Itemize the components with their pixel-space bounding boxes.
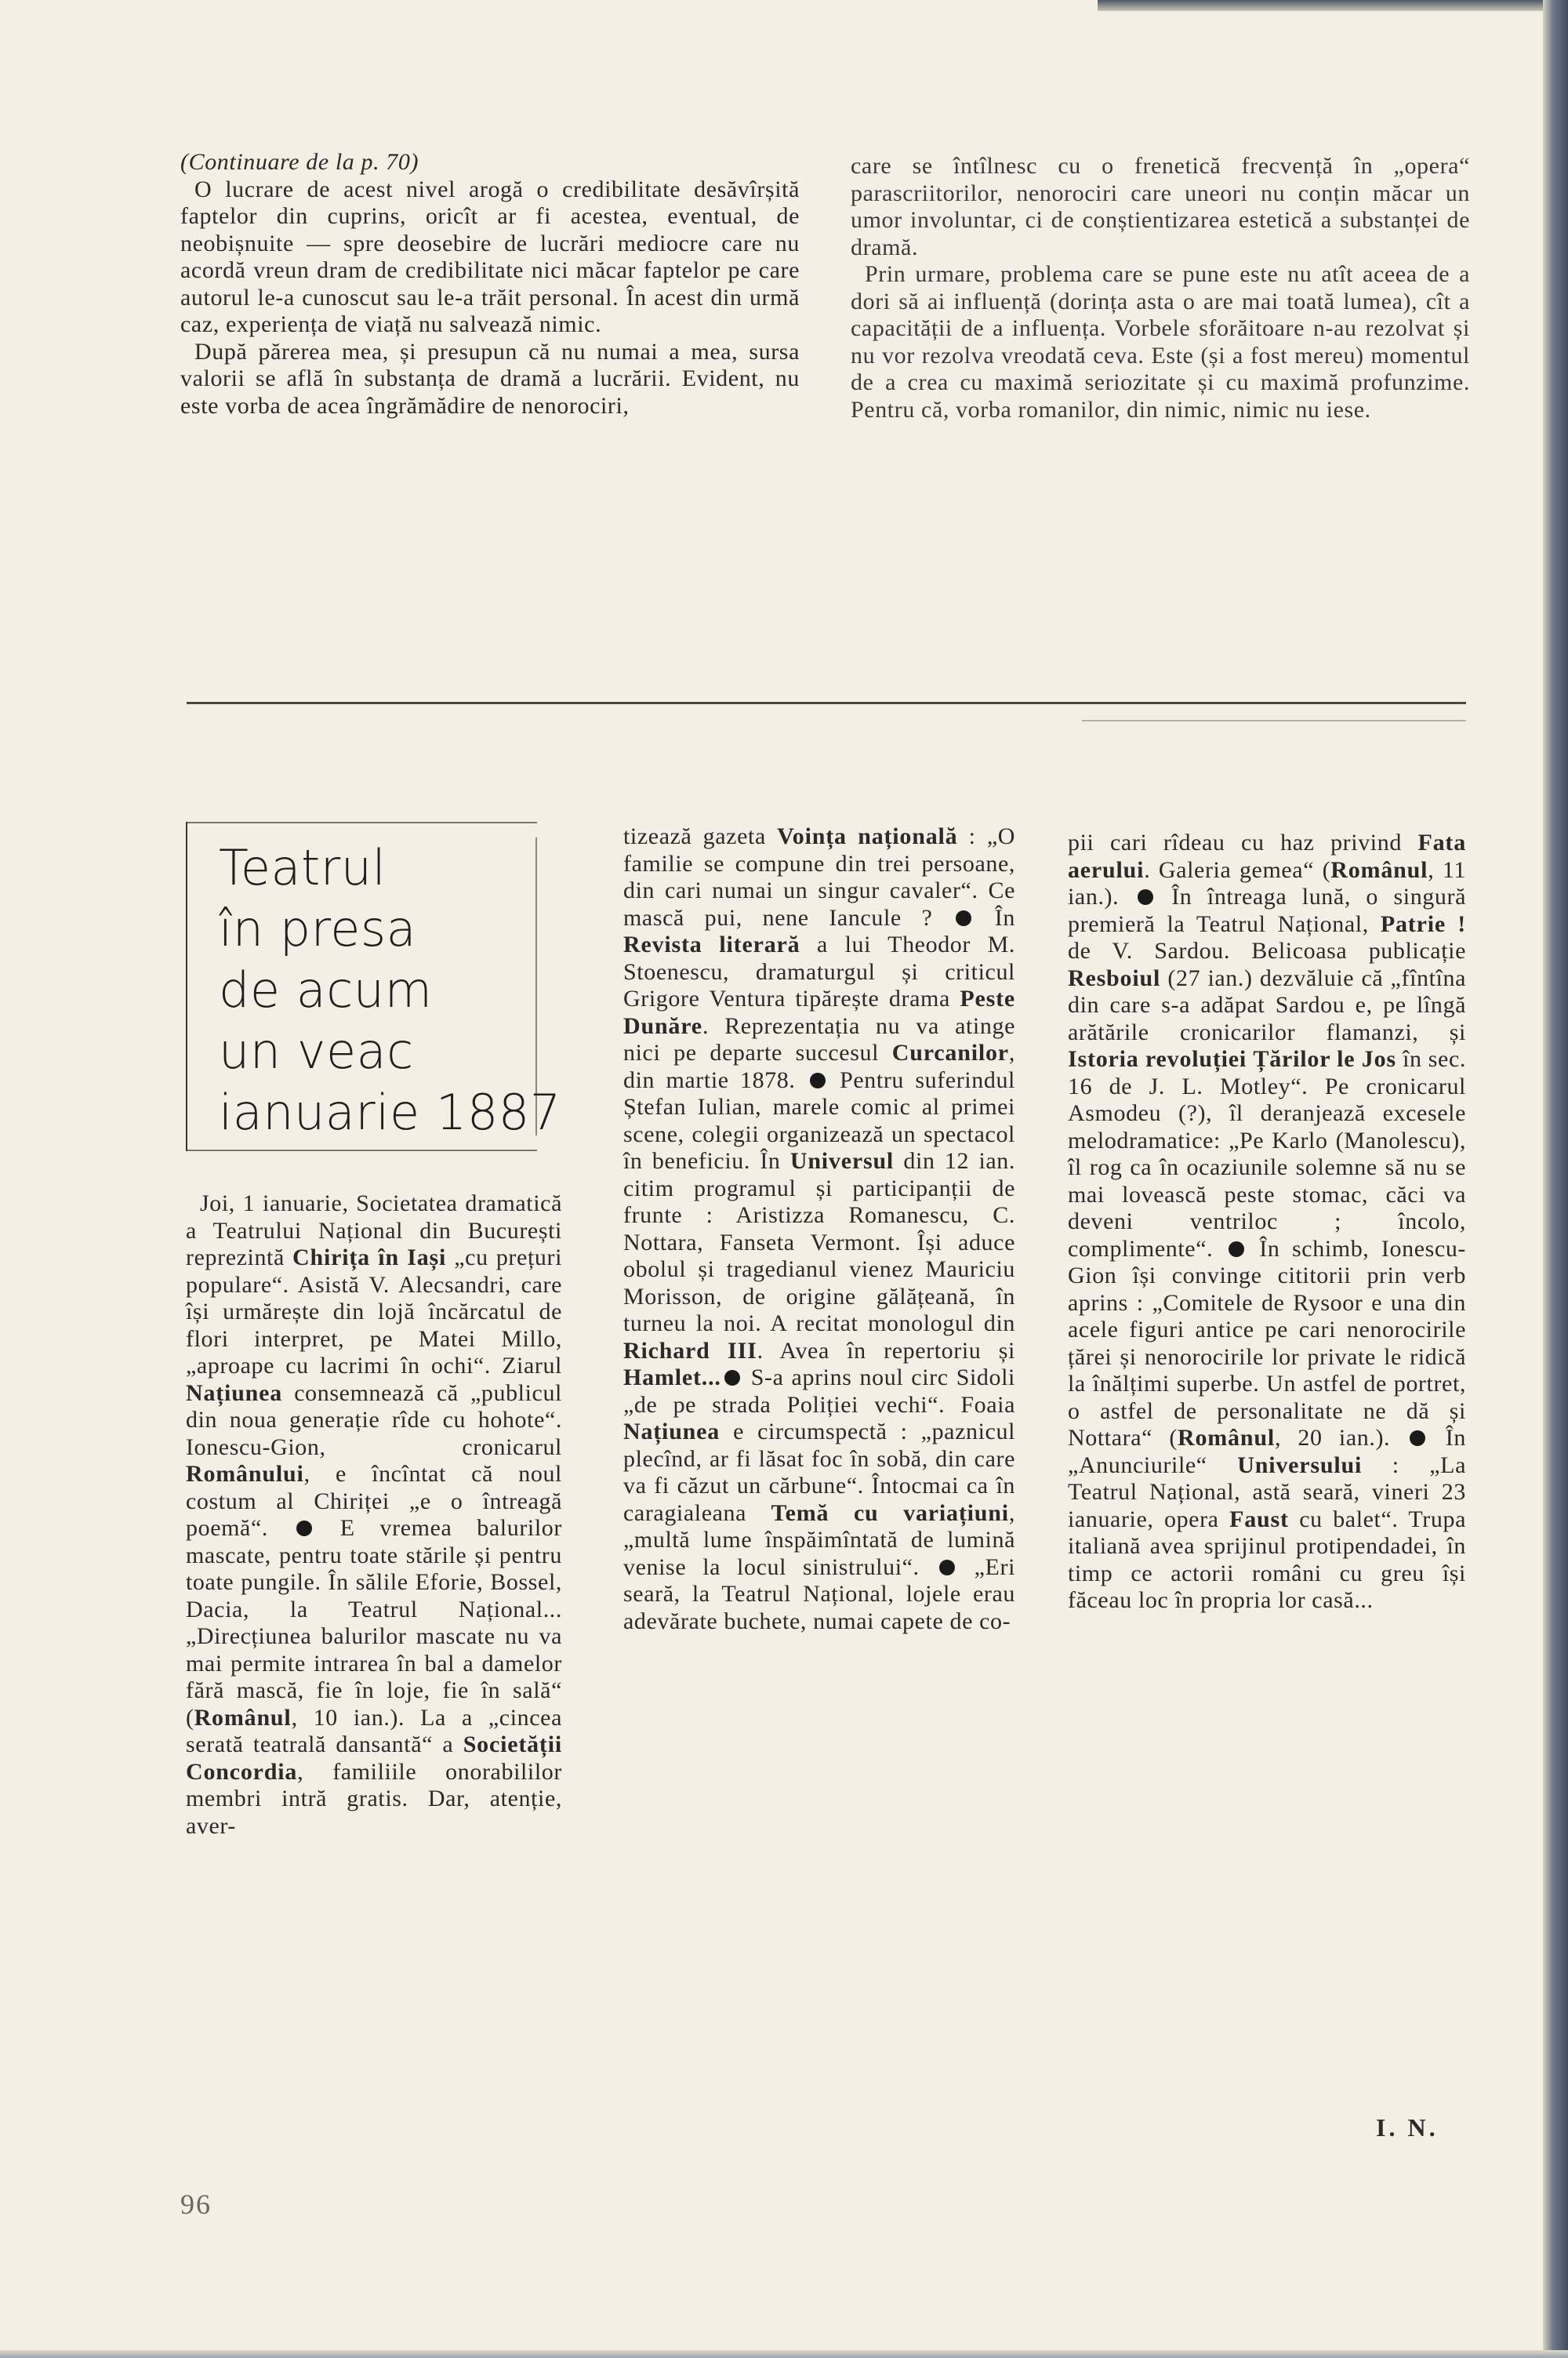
- bullet-icon: [296, 1521, 312, 1536]
- section-title-line: în presa: [219, 900, 417, 957]
- bullet-icon: [1410, 1430, 1425, 1446]
- section-title-line: ianuarie 1887: [219, 1084, 561, 1141]
- continuation-note: (Continuare de la p. 70): [180, 149, 419, 175]
- chronicle-text: pii cari rîdeau cu haz privind Fata aerului. Galeria gemea“ (Românul, 11 ian.). În întreaga lună, o singură premieră la Teatrul Național, Patrie ! de V. Sardou. Belicoasa publicație Resboiul (27 ian.) dezvăluie că „fîntîna din care s-a adăpat Sardou e, pe lîngă arătările cronicarilor flamanzi, și Istoria revoluției Țărilor le Jos în sec. 16 de J. L. Motley“. Pe cronicarul Asmodeu (?), îl deranjează excesele melodramatice: „Pe Karlo (Manolescu), îl rog ca în ocaziunile solemne să nu se mai lovească peste stomac, căci va deveni ventriloc ; încolo, complimente“. În schimb, Ionescu-Gion își convinge cititorii prin verb aprins : „Comitele de Rysoor e una din acele figuri antice pe cari nenorocirile țărei și nenorocirile lor private le ridică la înălțimi superbe. Un astfel de portret, o astfel de personalitate ne dă și Nottara“ (Românul, 20 ian.). În „Anunciurile“ Universului : „La Teatrul Național, astă seară, vineri 23 ianuarie, opera Faust cu balet“. Trupa italiană avea sprijinul protipendadei, în timp ce actorii români cu greu își făceau loc în propria lor casă...: [1068, 830, 1467, 1613]
- paragraph: O lucrare de acest nivel arogă o credibilitate desăvîrșită faptelor din cuprins, oricît ar fi acestea, eventual, de neobișnuite — spre deosebire de lucrări mediocre care nu acordă vreun dram de credibilitate nici măcar faptelor pe care autorul le-a cunoscut sau le-a trăit personal. În acest din urmă caz, experiența de viață nu salvează nimic.: [180, 176, 800, 337]
- scan-edge-bottom: [0, 2350, 1568, 2358]
- section-title: [219, 837, 561, 1143]
- article-continuation-right-column: [851, 153, 1470, 423]
- bullet-icon: [810, 1073, 826, 1088]
- bullet-icon: [1229, 1241, 1244, 1257]
- section-title-line: Teatrul: [219, 839, 387, 896]
- section-title-line: de acum: [219, 961, 433, 1019]
- article-continuation-left-column: [180, 149, 800, 420]
- section-title-line: un veac: [219, 1023, 414, 1080]
- author-signature: I. N.: [1376, 2113, 1439, 2142]
- paragraph: Prin urmare, problema care se pune este nu atît aceea de a dori să ai influență (dorința asta o are mai toată lumea), cît a capacității de a influența. Vorbele sforăitoare n-au rezolvat și nu vor rezolva vreodată ceva. Este (și a fost mereu) momentul de a crea cu maximă seriozitate și cu maximă profunzime. Pentru că, vorba romanilor, din nimic, nimic nu iese.: [851, 261, 1470, 423]
- scan-edge-top: [1098, 0, 1568, 11]
- chronicle-text: Joi, 1 ianuarie, Societatea dramatică a Teatrului Național din București reprezintă Chirița în Iași „cu prețuri populare“. Asistă V. Alecsandri, care își urmărește din lojă încărcatul de flori interpret, pe Matei Millo, „aproape cu lacrimi în ochi“. Ziarul Națiunea consemnează că „publicul din noua generație rîde cu hohote“. Ionescu-Gion, cronicarul Românului, e încîntat că noul costum al Chiriței „e o întreagă poemă“. E vremea balurilor mascate, pentru toate stările și pentru toate pungile. În sălile Eforie, Bossel, Dacia, la Teatrul Național... „Direcțiunea balurilor mascate nu va mai permite intrarea în bal a damelor fără mască, fie în loje, fie în sală“ (Românul, 10 ian.). La a „cincea serată teatrală dansantă“ a Societății Concordia, familiile onorabililor membri intră gratis. Dar, atenție, aver-: [186, 1190, 562, 1839]
- scan-edge-right: [1543, 0, 1568, 2358]
- title-box-top-rule: [187, 822, 537, 823]
- bullet-icon: [939, 1560, 955, 1575]
- page-number: 96: [180, 2189, 212, 2220]
- chronicle-text: tizează gazeta Voința națională : „O familie se compune din trei persoane, din cari numai un singur cavaler“. Ce mască pui, nene Iancule ? În Revista literară a lui Theodor M. Stoenescu, dramaturgul și criticul Grigore Ventura tipărește drama Peste Dunăre. Reprezentația nu va atinge nici pe departe succesul Curcanilor, din martie 1878. Pentru suferindul Ștefan Iulian, marele comic al primei scene, colegii organizează un spectacol în beneficiu. În Universul din 12 ian. citim programul și participanții de frunte : Aristizza Romanescu, C. Nottara, Fanseta Vermont. Își aduce obolul și tragedianul vienez Mauriciu Morisson, de origine gălățeană, în turneu la noi. A recitat monologul din Richard III. Avea în repertoriu și Hamlet... S-a aprins noul circ Sidoli „de pe strada Poliției vechi“. Foaia Națiunea e circumspectă : „paznicul plecînd, ar fi lăsat foc în sobă, din care va fi căzut un cărbune“. Întocmai ca în caragialeana Temă cu variațiuni, „multă lume înspăimîntată de lumină venise la locul sinistrului“. „Eri seară, la Teatrul Național, lojele erau adevărate buchete, numai capete de co-: [623, 823, 1016, 1634]
- bullet-icon: [724, 1370, 740, 1386]
- section-divider: [187, 702, 1466, 704]
- bullet-icon: [1138, 889, 1153, 905]
- bullet-icon: [956, 910, 971, 926]
- paragraph: care se întîlnesc cu o frenetică frecvență în „opera“ parascriitorilor, nenorociri care uneori nu conțin măcar un umor involuntar, ci de conștientizarea estetică a substanței de dramă.: [851, 153, 1470, 260]
- chronicle-column-2: [623, 823, 1015, 1635]
- section-divider-secondary: [1082, 720, 1466, 721]
- paragraph: După părerea mea, și presupun că nu numai a mea, sursa valorii se află în substanța de dramă a lucrării. Evident, nu este vorba de acea îngrămădire de nenorociri,: [180, 338, 800, 419]
- section-title-box: [186, 822, 561, 1151]
- title-box-bottom-rule: [187, 1150, 537, 1151]
- chronicle-column-1: [186, 1190, 562, 1840]
- chronicle-column-3: [1068, 830, 1466, 1615]
